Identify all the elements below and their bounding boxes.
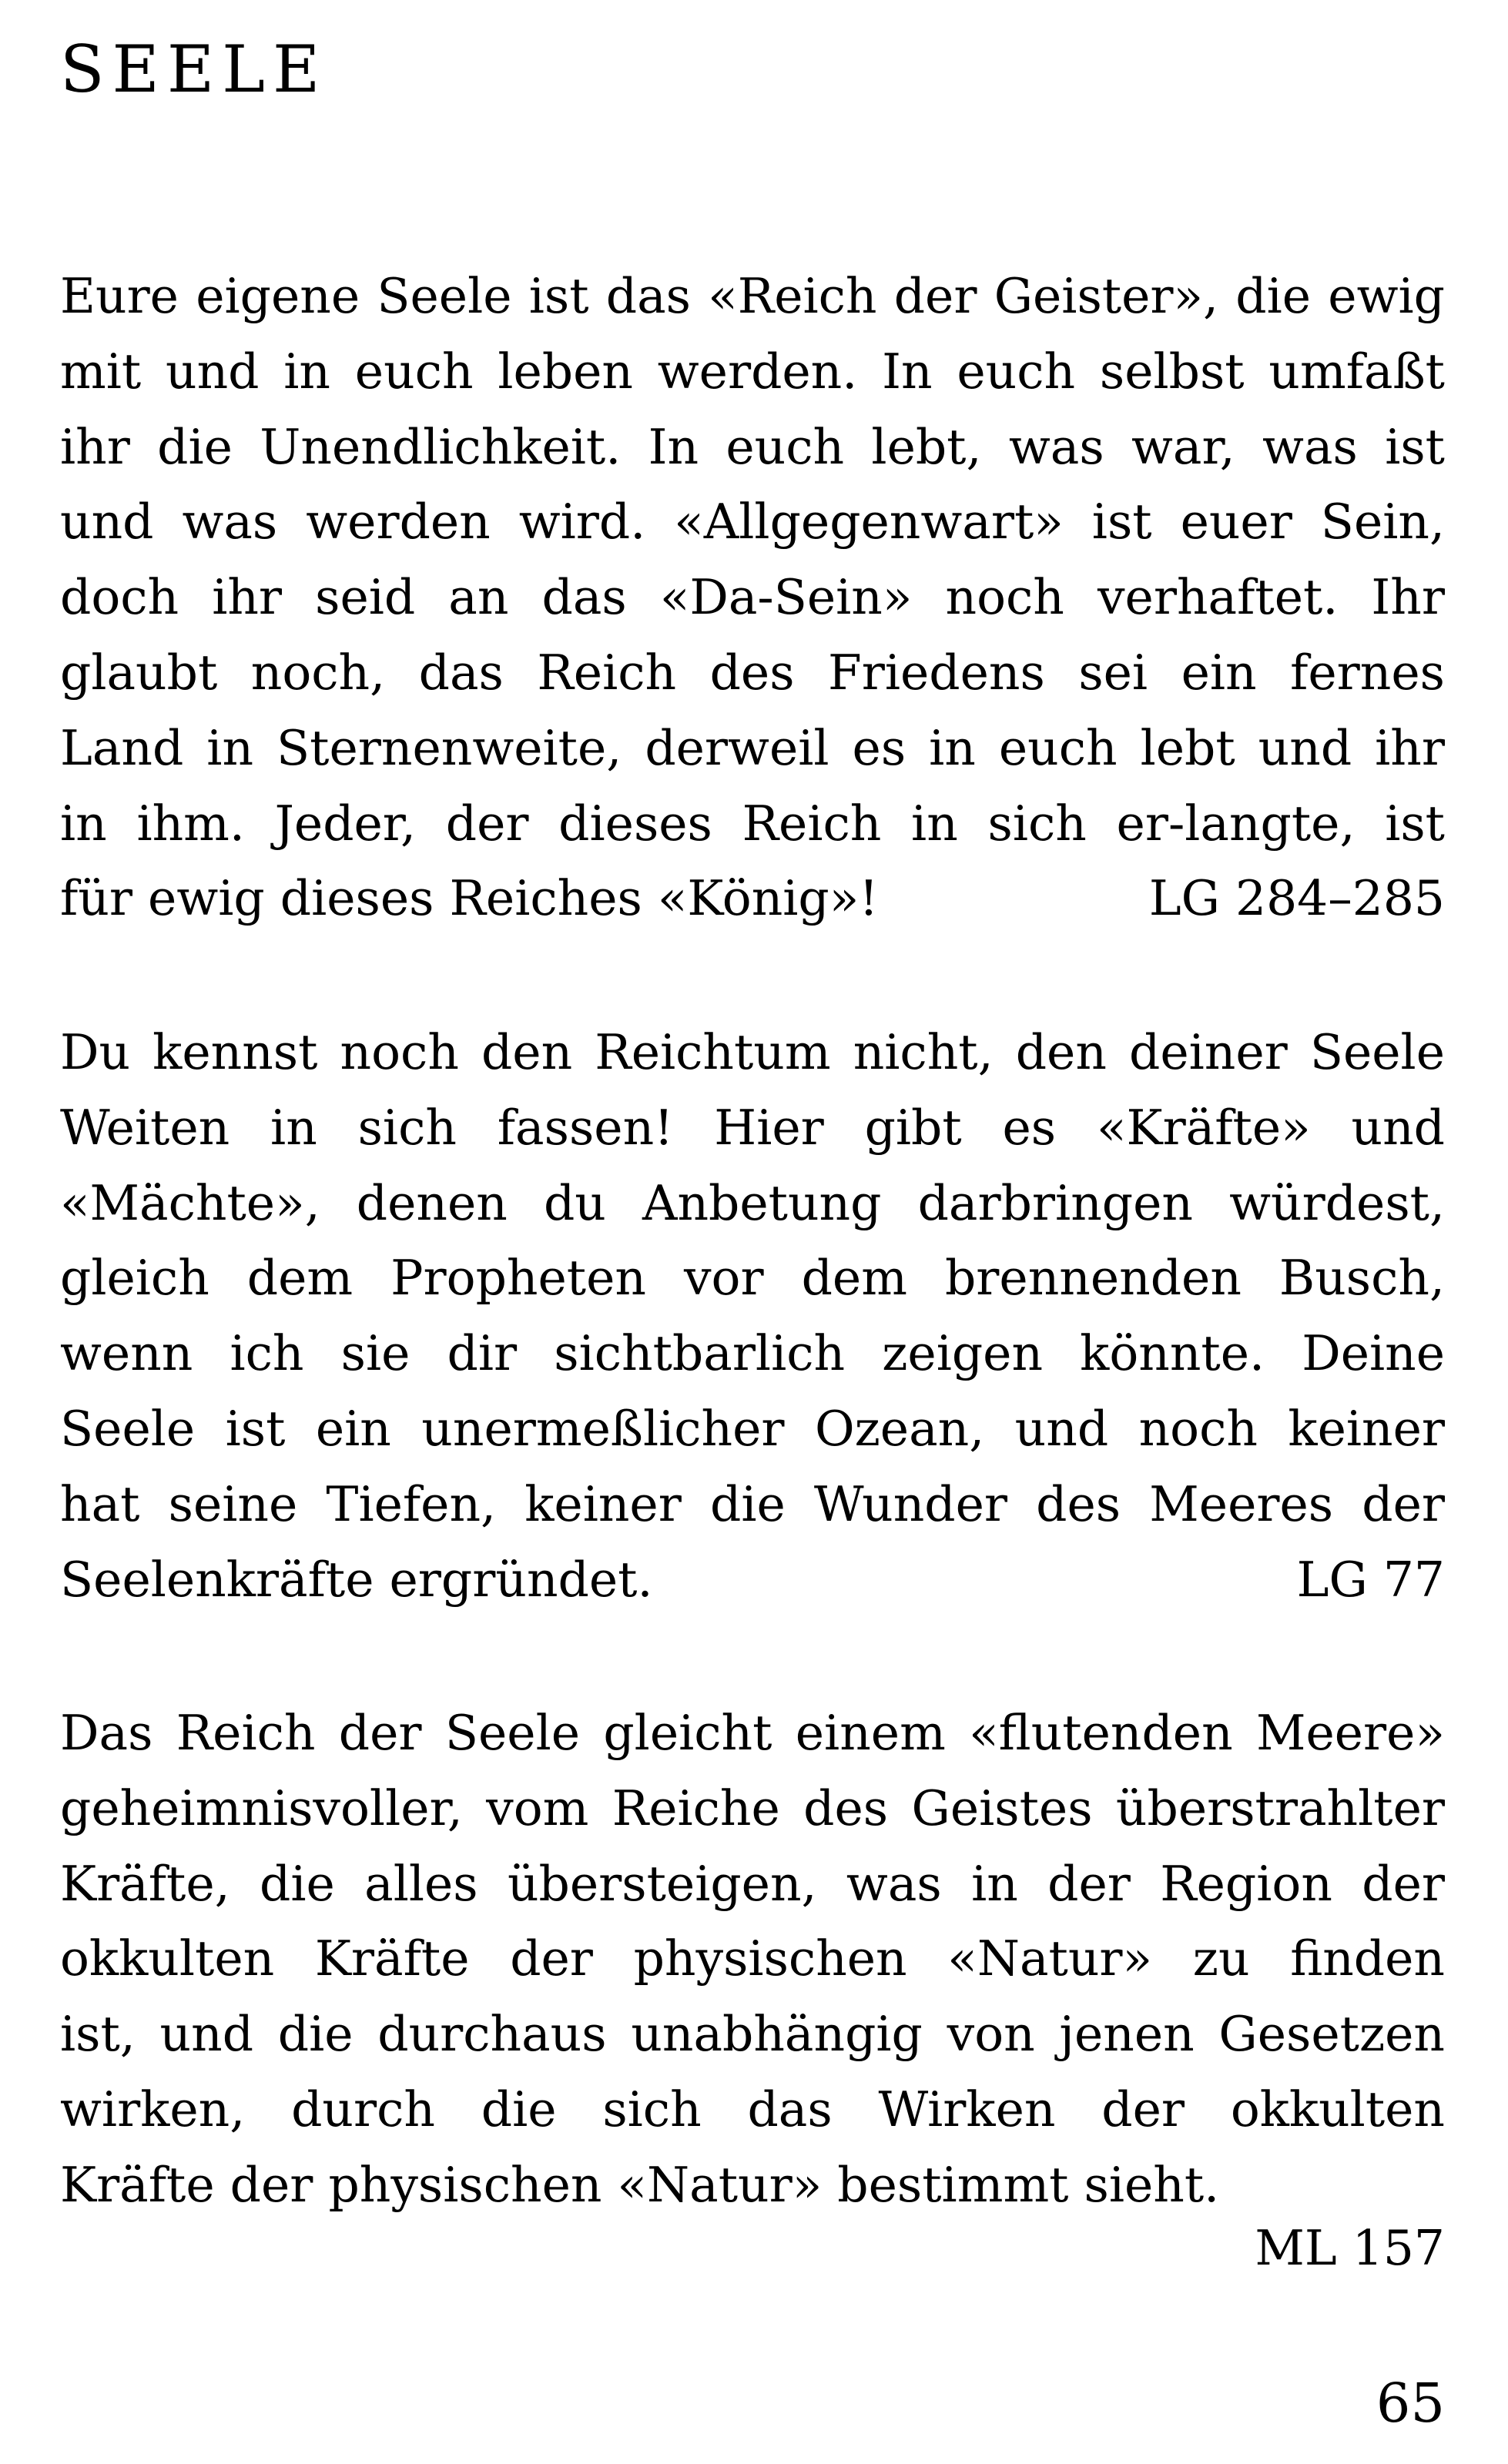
passage-line: ist, und die durchaus unabhängig von jenen Gesetzen <box>60 2006 1445 2063</box>
passage-line: doch ihr seid an das «Da-Sein» noch verhaftet. Ihr <box>60 569 1445 626</box>
passage-2 <box>60 1015 1445 1617</box>
page-heading: SEELE <box>60 32 328 107</box>
passage-line: für ewig dieses Reiches «König»! <box>60 870 879 927</box>
passage-line: Das Reich der Seele gleicht einem «flutenden Meere» <box>60 1705 1445 1761</box>
passage-line: «Mächte», denen du Anbetung darbringen würdest, <box>60 1174 1445 1231</box>
passage-3 <box>60 1696 1445 2223</box>
passage-line: Land in Sternenweite, derweil es in euch lebt und ihr <box>60 719 1445 776</box>
passage-line: glaubt noch, das Reich des Friedens sei ein fernes <box>60 644 1445 701</box>
passage-line: Seelenkräfte ergründet. <box>60 1551 653 1608</box>
passage-line: gleich dem Propheten vor dem brennenden Busch, <box>60 1250 1445 1307</box>
source-reference: LG 77 <box>1296 1551 1445 1608</box>
passage-line: wirken, durch die sich das Wirken der okkulten <box>60 2081 1445 2138</box>
passage-1 <box>60 259 1445 936</box>
passage-last-line <box>60 861 1445 936</box>
passage-last-line <box>60 1542 1445 1618</box>
page-number: 65 <box>1376 2372 1445 2435</box>
passage-line: Du kennst noch den Reichtum nicht, den deiner Seele <box>60 1024 1445 1080</box>
passage-line: in ihm. Jeder, der dieses Reich in sich er-langte, ist <box>60 795 1445 852</box>
passage-line: Eure eigene Seele ist das «Reich der Geister», die ewig <box>60 268 1445 324</box>
source-reference: LG 284–285 <box>1148 870 1445 927</box>
passage-line: Seele ist ein unermeßlicher Ozean, und noch keiner <box>60 1400 1445 1457</box>
passage-line: wenn ich sie dir sichtbarlich zeigen könnte. Deine <box>60 1325 1445 1382</box>
passage-line: Weiten in sich fassen! Hier gibt es «Kräfte» und <box>60 1099 1445 1156</box>
source-reference: ML 157 <box>1255 2220 1445 2276</box>
passage-line: Kräfte der physischen «Natur» bestimmt sieht. <box>60 2156 1220 2213</box>
passage-line: ihr die Unendlichkeit. In euch lebt, was war, was ist <box>60 418 1445 475</box>
passage-line: hat seine Tiefen, keiner die Wunder des Meeres der <box>60 1475 1445 1532</box>
passage-line: mit und in euch leben werden. In euch selbst umfaßt <box>60 343 1445 400</box>
passage-line: okkulten Kräfte der physischen «Natur» zu finden <box>60 1930 1445 1987</box>
passage-line: und was werden wird. «Allgegenwart» ist euer Sein, <box>60 494 1445 551</box>
passage-line: Kräfte, die alles übersteigen, was in der Region der <box>60 1855 1445 1912</box>
passage-line: geheimnisvoller, vom Reiche des Geistes überstrahlter <box>60 1779 1445 1836</box>
